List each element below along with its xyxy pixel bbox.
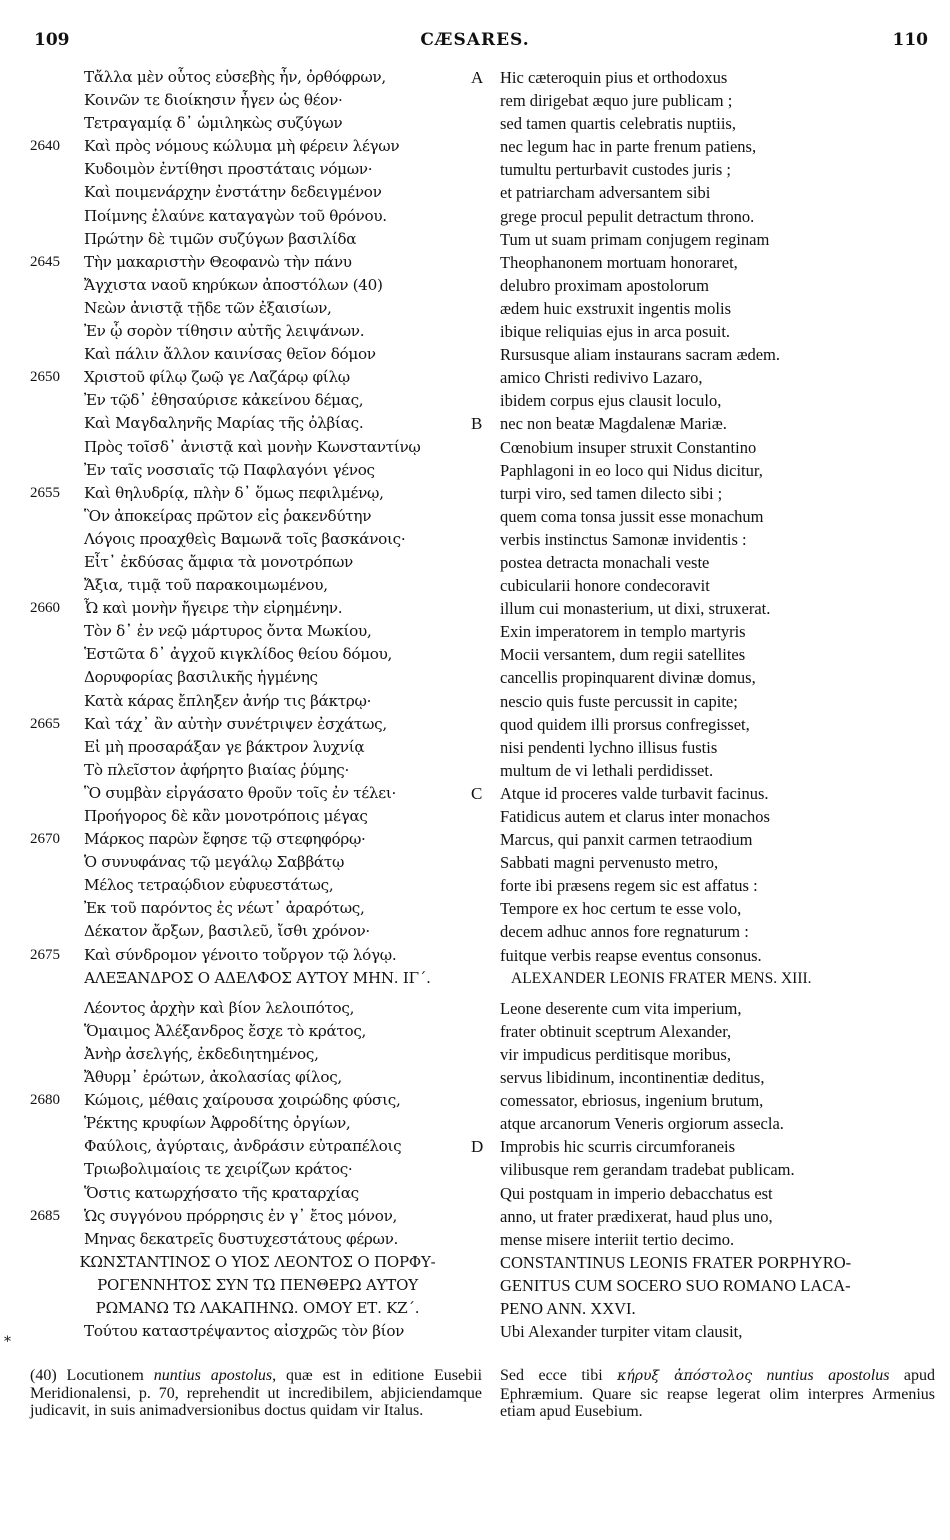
greek-verse-text: Προήγορος δὲ κἂν μονοτρόποις μέγας xyxy=(84,807,368,825)
greek-verse-text: Ἐν τῷδ᾽ ἐθησαύρισε κἀκείνου δέμας, xyxy=(84,391,364,410)
greek-verse-text: Πρὸς τοῖσδ᾽ ἀνιστᾷ καὶ μονὴν Κωνσταντίνῳ xyxy=(84,437,421,456)
latin-verse-text: nisi pendenti lychno illisus fustis xyxy=(500,737,718,757)
latin-verse-text: cubicularii honore condecoravit xyxy=(500,576,710,596)
latin-verse-text: anno, ut frater prædixerat, haud plus uno, xyxy=(500,1206,773,1226)
greek-verse-line xyxy=(30,1205,485,1228)
latin-verse-line xyxy=(493,828,938,851)
greek-verse-line xyxy=(30,1320,485,1343)
verse-number: 2680 xyxy=(30,1092,60,1109)
latin-verse-line xyxy=(493,874,938,897)
latin-verse-line xyxy=(493,228,938,251)
latin-verse-line xyxy=(493,805,938,828)
greek-verse-text: Ὁ συνυφάνας τῷ μεγάλῳ Σαββάτῳ xyxy=(84,853,345,872)
latin-verse-line xyxy=(493,643,938,666)
greek-verse-text: Τετραγαμίᾳ δ᾽ ὡμιληκὼς συζύγων xyxy=(84,114,343,133)
latin-verse-text: delubro proximam apostolorum xyxy=(500,275,709,295)
latin-verse-line xyxy=(493,436,938,459)
latin-verse-text: vilibusque rem gerandam tradebat publicam. xyxy=(500,1160,795,1180)
greek-verse-text: Πρώτην δὲ τιμῶν συζύγων βασιλίδα xyxy=(84,229,357,248)
verse-number: 2650 xyxy=(30,369,60,386)
latin-verse-line xyxy=(493,459,938,482)
page-number-right: 110 xyxy=(892,30,928,50)
latin-verse-line xyxy=(493,897,938,920)
latin-verse-line xyxy=(493,89,938,112)
greek-verse-line xyxy=(30,412,485,435)
greek-verse-text: Ἐν ᾧ σορὸν τίθησιν αὐτῆς λειψάνων. xyxy=(84,322,365,341)
verse-number: 2685 xyxy=(30,1207,60,1224)
greek-verse-text: Δορυφορίας βασιλικῆς ἠγμένης xyxy=(84,668,318,687)
latin-verse-text: Paphlagoni in eo loco qui Nidus dicitur, xyxy=(500,460,763,480)
latin-verse-text: nec non beatæ Magdalenæ Mariæ. xyxy=(500,414,727,434)
greek-verse-line xyxy=(30,874,485,897)
latin-verse-text: postea detracta monachali veste xyxy=(500,552,710,572)
greek-verse-text: Ὡς συγγόνου πρόρρησις ἐν γ᾽ ἔτος μόνον, xyxy=(84,1206,398,1225)
latin-verse-line: Ubi Alexander turpiter vitam clausit, xyxy=(500,1322,743,1342)
latin-verse-text: Mocii versantem, dum regii satellites xyxy=(500,645,746,665)
latin-verse-line xyxy=(471,782,938,805)
latin-verse-line xyxy=(493,1089,938,1112)
latin-verse-text: quod quidem illi prorsus confregisset, xyxy=(500,714,750,734)
greek-verse-line xyxy=(30,736,485,759)
page-number-left: 109 xyxy=(34,30,70,50)
latin-verse-text: Rursusque aliam instaurans sacram ædem. xyxy=(500,345,780,365)
greek-section-title: ΑΛΕΞΑΝΔΡΟΣ Ο ΑΔΕΛΦΟΣ ΑΥΤΟΥ ΜΗΝ. ΙΓ΄. xyxy=(84,968,431,987)
greek-verse-line xyxy=(30,158,485,181)
latin-verse-text: Cœnobium insuper struxit Constantino xyxy=(500,437,757,457)
greek-verse-line xyxy=(30,366,485,389)
greek-verse-line xyxy=(30,944,485,967)
latin-verse-text: mense misere interiit tertio decimo. xyxy=(500,1229,735,1249)
greek-verse-line xyxy=(30,459,485,482)
greek-verse-text: Μηνας δεκατρεῖς δυστυχεστάτους φέρων. xyxy=(84,1229,399,1248)
latin-section-title: CONSTANTINUS LEONIS FRATER PORPHYRO- xyxy=(500,1252,852,1272)
latin-verse-line xyxy=(493,574,938,597)
greek-verse-line xyxy=(30,1066,485,1089)
margin-letter: C xyxy=(471,783,483,803)
greek-verse-text: Καὶ ποιμενάρχην ἐνστάτην δεδειγμένον xyxy=(84,183,382,202)
latin-verse-line xyxy=(493,343,938,366)
greek-verse-text: Λόγοις προαχθεὶς Βαμωνᾶ τοῖς βασκάνοις· xyxy=(84,529,406,548)
latin-verse-line xyxy=(493,482,938,505)
greek-verse-text: Κυδοιμὸν ἐντίθησι προστάταις νόμων· xyxy=(84,160,373,179)
latin-verse-text: verbis instinctus Samonæ invidentis : xyxy=(500,529,747,549)
greek-verse-text: Καὶ πάλιν ἄλλον καινίσας θεῖον δόμον xyxy=(84,345,376,364)
latin-verse-line xyxy=(493,297,938,320)
latin-verse-line xyxy=(493,1182,938,1205)
verse-number: 2645 xyxy=(30,253,60,270)
greek-verse-line xyxy=(30,828,485,851)
latin-verse-line xyxy=(493,920,938,943)
latin-verse-text: amico Christi redivivo Lazaro, xyxy=(500,368,703,388)
latin-verse-text: atque arcanorum Veneris orgiorum assecla. xyxy=(500,1114,784,1134)
greek-verse-text: Τούτου καταστρέψαντος αἰσχρῶς τὸν βίον xyxy=(84,1322,405,1341)
latin-verse-text: grege procul pepulit detractum throno. xyxy=(500,206,755,226)
latin-verse-line xyxy=(493,158,938,181)
latin-verse-line xyxy=(493,1066,938,1089)
greek-verse-line xyxy=(30,1112,485,1135)
greek-verse-text: Εἰ μὴ προσαράξαν γε βάκτρον λυχνίᾳ xyxy=(84,737,365,756)
latin-verse-line xyxy=(493,736,938,759)
greek-verse-text: Χριστοῦ φίλῳ ζωῷ γε Λαζάρῳ φίλῳ xyxy=(84,368,350,387)
greek-verse-line xyxy=(30,759,485,782)
latin-verse-line xyxy=(471,412,938,435)
greek-verse-line xyxy=(30,320,485,343)
latin-verse-line xyxy=(493,135,938,158)
greek-verse-text: Ποίμνης ἐλαύνε καταγαγὼν τοῦ θρόνου. xyxy=(84,206,387,225)
latin-verse-line xyxy=(493,505,938,528)
greek-verse-line xyxy=(30,897,485,920)
latin-verse-text: cancellis propinquarent divinæ domus, xyxy=(500,668,756,688)
greek-verse-line xyxy=(30,1228,485,1251)
greek-verse-line xyxy=(30,505,485,528)
latin-verse-text: ibidem corpus ejus clausit loculo, xyxy=(500,391,722,411)
greek-verse-line xyxy=(30,1135,485,1158)
latin-verse-line xyxy=(493,251,938,274)
latin-verse-text: Tum ut suam primam conjugem reginam xyxy=(500,229,770,249)
greek-verse-line xyxy=(30,181,485,204)
greek-verse-line xyxy=(30,920,485,943)
greek-verse-text: Ὃν ἀποκείρας πρῶτον εἰς ῥακενδύτην xyxy=(84,506,372,525)
greek-verse-text: Ἄθυρμ᾽ ἐρώτων, ἀκολασίας φίλος, xyxy=(84,1068,342,1087)
greek-verse-text: Καὶ πρὸς νόμους κώλυμα μὴ φέρειν λέγων xyxy=(84,137,400,156)
greek-verse-line xyxy=(30,274,485,297)
greek-verse-line xyxy=(30,66,485,89)
greek-verse-line xyxy=(30,89,485,112)
greek-verse-line xyxy=(30,851,485,874)
spacer xyxy=(30,990,485,997)
greek-verse-text: Τὸ πλεῖστον ἀφήρητο βιαίας ῥύμης· xyxy=(84,760,349,779)
latin-verse-text: Tempore ex hoc certum te esse volo, xyxy=(500,899,742,919)
greek-verse-text: Καὶ Μαγδαληνῆς Μαρίας τῆς ὀλβίας. xyxy=(84,414,364,433)
greek-verse-line xyxy=(30,643,485,666)
latin-verse-text: Fatidicus autem et clarus inter monachos xyxy=(500,807,770,826)
greek-verse-line xyxy=(30,1158,485,1181)
latin-verse-line xyxy=(493,389,938,412)
greek-verse-line xyxy=(30,1043,485,1066)
greek-verse-text: Τὴν μακαριστὴν Θεοφανὼ τὴν πάνυ xyxy=(84,252,352,271)
latin-verse-line xyxy=(493,528,938,551)
latin-verse-text: rem dirigebat æquo jure publicam ; xyxy=(500,91,733,111)
margin-letter: A xyxy=(471,68,484,87)
margin-letter: D xyxy=(471,1137,484,1157)
greek-verse-text: Νεὼν ἀνιστᾷ τῇδε τῶν ἐξαισίων, xyxy=(84,298,332,317)
greek-verse-line xyxy=(30,251,485,274)
greek-verse-text: Ἄξια, τιμᾷ τοῦ παρακοιμωμένου, xyxy=(84,576,328,595)
latin-verse-text: Atque id proceres valde turbavit facinus. xyxy=(500,783,769,803)
margin-mark: * xyxy=(4,1334,11,1350)
latin-verse-text: vir impudicus perditisque moribus, xyxy=(500,1044,731,1064)
greek-verse-text: Ὃ συμβὰν εἰργάσατο θροῦν τοῖς ἐν τέλει· xyxy=(84,783,396,802)
latin-verse-text: sed tamen quartis celebratis nuptiis, xyxy=(500,114,736,134)
verse-number: 2655 xyxy=(30,484,60,501)
greek-verse-text: Ὅστις κατωρχήσατο τῆς κραταρχίας xyxy=(84,1183,359,1202)
greek-verse-text: Καὶ τάχ᾽ ἂν αὐτὴν συνέτριψεν ἐσχάτως, xyxy=(84,714,387,733)
greek-verse-text: Ἀνὴρ ἀσελγής, ἐκδεδιητημένος, xyxy=(84,1044,319,1063)
greek-verse-line xyxy=(30,205,485,228)
greek-verse-line xyxy=(30,620,485,643)
greek-verse-text: Κατὰ κάρας ἔπληξεν ἀνήρ τις βάκτρῳ· xyxy=(84,691,372,710)
greek-column xyxy=(30,66,485,1343)
greek-verse-line xyxy=(30,297,485,320)
greek-verse-text: Τριωβολιμαίοις τε χειρίζων κράτος· xyxy=(84,1160,353,1179)
greek-verse-text: Καὶ θηλυδρίᾳ, πλὴν δ᾽ ὅμως πεφιλμένῳ, xyxy=(84,483,384,502)
latin-verse-line xyxy=(493,366,938,389)
latin-verse-text: et patriarcham adversantem sibi xyxy=(500,183,711,203)
latin-verse-text: ædem huic exstruxit ingentis molis xyxy=(500,298,731,318)
greek-verse-text: Ὦ καὶ μονὴν ἤγειρε τὴν εἰρημένην. xyxy=(84,599,343,618)
greek-verse-line xyxy=(30,436,485,459)
latin-verse-line xyxy=(493,851,938,874)
latin-verse-text: Hic cæteroquin pius et orthodoxus xyxy=(500,68,728,87)
latin-verse-text: Marcus, qui panxit carmen tetraodium xyxy=(500,830,753,850)
greek-verse-text: Εἶτ᾽ ἐκδύσας ἄμφια τὰ μονοτρόπων xyxy=(84,552,353,571)
greek-verse-line xyxy=(30,1182,485,1205)
margin-letter: B xyxy=(471,414,483,434)
verse-number: 2640 xyxy=(30,138,60,155)
running-title: CÆSARES. xyxy=(420,30,530,50)
greek-verse-text: Μέλος τετραῴδιον εὐφυεστάτως, xyxy=(84,876,334,895)
latin-verse-text: Exin imperatorem in templo martyris xyxy=(500,622,746,642)
greek-verse-line xyxy=(30,597,485,620)
latin-verse-line xyxy=(493,997,938,1020)
greek-verse-line xyxy=(30,112,485,135)
latin-verse-line xyxy=(493,666,938,689)
greek-section-title: ΡΩΜΑΝΩ ΤΩ ΛΑΚΑΠΗΝΩ. ΟΜΟΥ ΕΤ. ΚΖ΄. xyxy=(95,1298,420,1317)
greek-verse-text: Τὸν δ᾽ ἐν νεῷ μάρτυρος ὄντα Μωκίου, xyxy=(84,622,372,641)
latin-verse-text: Sabbati magni pervenusto metro, xyxy=(500,853,719,873)
greek-verse-line xyxy=(30,482,485,505)
latin-verse-line xyxy=(493,205,938,228)
latin-verse-line xyxy=(493,181,938,204)
greek-verse-line xyxy=(30,528,485,551)
greek-verse-line xyxy=(30,389,485,412)
greek-verse-line xyxy=(30,574,485,597)
greek-verse-text: Τἄλλα μὲν οὗτος εὐσεβὴς ἦν, ὀρθόφρων, xyxy=(84,68,386,86)
latin-verse-text: tumultu perturbavit custodes juris ; xyxy=(500,160,731,180)
latin-verse-line xyxy=(493,1158,938,1181)
latin-verse-line xyxy=(493,1112,938,1135)
latin-verse-line xyxy=(493,690,938,713)
greek-verse-line xyxy=(30,1020,485,1043)
latin-verse-line xyxy=(493,620,938,643)
greek-verse-line xyxy=(30,1089,485,1112)
latin-verse-text: Theophanonem mortuam honoraret, xyxy=(500,252,738,272)
latin-section-title: GENITUS CUM SOCERO SUO ROMANO LACA- xyxy=(500,1275,851,1295)
latin-verse-line xyxy=(493,1020,938,1043)
latin-verse-text: multum de vi lethali perdidisset. xyxy=(500,760,714,780)
verse-number: 2660 xyxy=(30,600,60,617)
latin-column xyxy=(471,66,938,1343)
verse-number: 2670 xyxy=(30,831,60,848)
greek-verse-text: Ἐκ τοῦ παρόντος ἐς νέωτ᾽ ἀραρότως, xyxy=(84,899,365,918)
greek-section-title: ΡΟΓΕΝΝΗΤΟΣ ΣΥΝ ΤΩ ΠΕΝΘΕΡΩ ΑΥΤΟΥ xyxy=(97,1275,418,1294)
latin-verse-line xyxy=(493,597,938,620)
latin-verse-text: fuitque verbis reapse eventus consonus. xyxy=(500,945,762,965)
greek-verse-line xyxy=(30,228,485,251)
greek-verse-line xyxy=(30,551,485,574)
latin-verse-line xyxy=(493,274,938,297)
latin-verse-text: Qui postquam in imperio debacchatus est xyxy=(500,1183,773,1203)
latin-section-title: ALEXANDER LEONIS FRATER MENS. XIII. xyxy=(511,969,812,987)
latin-verse-text: turpi viro, sed tamen dilecto sibi ; xyxy=(500,483,723,503)
latin-verse-text: Improbis hic scurris circumforaneis xyxy=(500,1137,736,1157)
latin-verse-line xyxy=(493,713,938,736)
latin-verse-text: comessator, ebriosus, ingenium brutum, xyxy=(500,1091,764,1111)
latin-verse-line xyxy=(493,1205,938,1228)
verse-number: 2675 xyxy=(30,946,60,963)
verse-number: 2665 xyxy=(30,715,60,732)
spacer xyxy=(493,990,938,997)
latin-verse-text: frater obtinuit sceptrum Alexander, xyxy=(500,1021,732,1041)
greek-verse-text: Λέοντος ἀρχὴν καὶ βίον λελοιπότος, xyxy=(84,998,355,1017)
greek-verse-text: Δέκατον ἄρξων, βασιλεῦ, ἴσθι χρόνον· xyxy=(84,922,370,941)
greek-verse-text: Ῥέκτης κρυφίων Ἀφροδίτης ὀργίων, xyxy=(84,1114,351,1133)
latin-verse-line xyxy=(493,320,938,343)
latin-verse-line xyxy=(471,1135,938,1158)
greek-verse-text: Ἐν ταῖς νοσσιαῖς τῷ Παφλαγόνι γένος xyxy=(84,460,375,479)
greek-verse-text: Ὅμαιμος Ἀλέξανδρος ἔσχε τὸ κράτος, xyxy=(84,1021,367,1040)
greek-verse-line xyxy=(30,782,485,805)
latin-verse-line xyxy=(493,944,938,967)
greek-verse-text: Μάρκος παρὼν ἔφησε τῷ στεφηφόρῳ· xyxy=(84,830,366,849)
latin-verse-text: ibique reliquias ejus in arca posuit. xyxy=(500,322,731,342)
latin-verse-line xyxy=(493,551,938,574)
latin-verse-text: nec legum hac in parte frenum patiens, xyxy=(500,137,757,157)
latin-section-title: PENO ANN. XXVI. xyxy=(500,1298,636,1318)
latin-verse-line xyxy=(493,112,938,135)
greek-verse-line xyxy=(30,690,485,713)
latin-verse-text: decem adhuc annos fore regnaturum : xyxy=(500,922,749,942)
greek-verse-line xyxy=(30,805,485,828)
latin-verse-line xyxy=(471,66,938,89)
latin-verse-line xyxy=(493,1043,938,1066)
latin-verse-line xyxy=(493,759,938,782)
greek-verse-text: Κώμοις, μέθαις χαίρουσα χοιρώδης φύσις, xyxy=(84,1091,401,1110)
greek-verse-line xyxy=(30,997,485,1020)
greek-verse-line xyxy=(30,135,485,158)
latin-verse-text: nescio quis fuste percussit in capite; xyxy=(500,691,738,711)
greek-verse-line xyxy=(30,343,485,366)
greek-verse-text: Κοινῶν τε διοίκησιν ἦγεν ὡς θέον· xyxy=(84,91,343,110)
greek-verse-line xyxy=(30,713,485,736)
greek-verse-text: Καὶ σύνδρομον γένοιτο τοὔργον τῷ λόγῳ. xyxy=(84,945,397,964)
latin-verse-line xyxy=(493,1228,938,1251)
greek-section-title: ΚΩΝΣΤΑΝΤΙΝΟΣ Ο ΥΙΟΣ ΛΕΟΝΤΟΣ Ο ΠΟΡΦΥ- xyxy=(79,1252,436,1271)
latin-verse-text: forte ibi præsens regem sic est affatus : xyxy=(500,876,758,896)
latin-verse-text: illum cui monasterium, ut dixi, struxerat. xyxy=(500,599,771,619)
greek-verse-text: Ἄγχιστα ναοῦ κηρύκων ἀποστόλων (40) xyxy=(84,275,383,294)
footnote-left: (40) Locutionem nuntius apostolus, quæ est in editione Eusebii Meridionalensi, p. 70, reprehendit ut incredibilem, abjiciendamque judicavit, in suis animadversionibus doctus quidam vir Italus. xyxy=(30,1367,483,1419)
greek-verse-text: Ἑστῶτα δ᾽ ἀγχοῦ κιγκλίδος θείου δόμου, xyxy=(84,645,393,664)
latin-verse-text: servus libidinum, incontinentiæ deditus, xyxy=(500,1068,765,1088)
page-header xyxy=(0,30,950,58)
latin-verse-text: Leone deserente cum vita imperium, xyxy=(500,998,742,1018)
footnote-right: Sed ecce tibi κήρυξ ἀπόστολος nuntius apostolus apud Ephræmium. Quare sic reapse legerat olim interpres Armenius etiam apud Eusebium. xyxy=(500,1367,935,1420)
greek-verse-line xyxy=(30,666,485,689)
greek-verse-text: Φαύλοις, ἀγύρταις, ἀνδράσιν εὐτραπέλοις xyxy=(84,1137,402,1156)
latin-verse-text: quem coma tonsa jussit esse monachum xyxy=(500,506,764,526)
